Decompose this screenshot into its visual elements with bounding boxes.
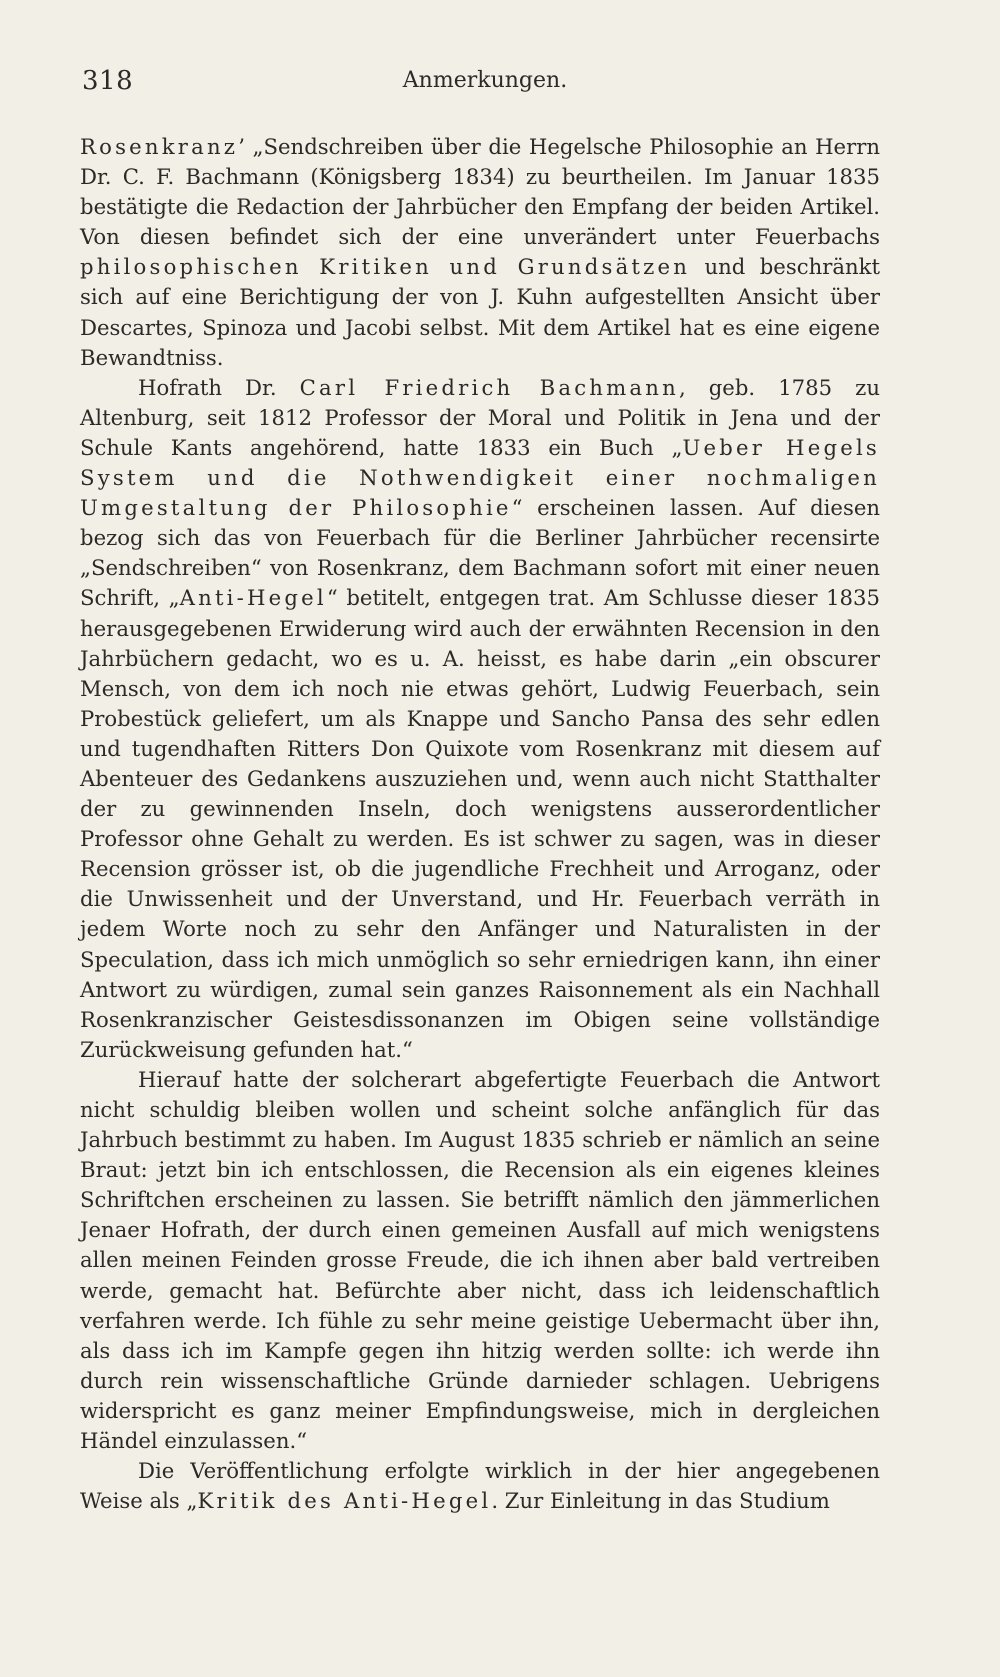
text-segment: Anti-Hegel [179, 585, 327, 611]
text-segment: “ betitelt, entgegen trat. Am Schlusse dieser 1835 herausgegebenen Erwiderung wird auch der erwähnten Recension in den Jahrbüchern gedacht, wo es u. A. heisst, es habe darin „ein obscurer Mensch, von dem ich noch nie etwas gehört, Ludwig Feuerbach, sein Probestück geliefert, um als Knappe und Sancho Pansa des sehr edlen und tugendhaften Ritters Don Quixote vom Rosenkranz mit diesem auf Abenteuer des Gedankens auszuziehen und, wenn auch nicht Statthalter der zu gewinnenden Inseln, doch wenigstens ausserordentlicher Professor ohne Gehalt zu werden. Es ist schwer zu sagen, was in dieser Recension grösser ist, ob die jugendliche Frechheit und Arroganz, oder die Unwissenheit und der Unverstand, und Hr. Feuerbach verräth in jedem Worte noch zu sehr den Anfänger und Naturalisten in der Speculation, dass ich mich unmöglich so sehr erniedrigen kann, ihn einer Antwort zu würdigen, zumal sein ganzes Raisonnement als ein Nachhall Rosenkranzischer Geistesdissonanzen im Obigen seine vollständige Zurückweisung gefunden hat.“ [80, 585, 880, 1062]
body-text [80, 132, 880, 1516]
paragraph [80, 1456, 880, 1516]
page-number: 318 [82, 66, 134, 96]
text-segment: Die Veröffentlichung erfolgte wirklich in der hier angegebenen Weise als „ [80, 1458, 880, 1514]
running-head: Anmerkungen. [402, 68, 568, 93]
text-segment: Ueber Hegels System und die Nothwendigkeit einer nochmaligen Umgestaltung der Philosophie [80, 434, 880, 521]
text-segment: philosophischen Kritiken und Grundsätzen [80, 254, 691, 280]
page-header [82, 66, 888, 106]
text-segment: Hofrath Dr. [138, 374, 300, 400]
text-segment: Kritik des Anti-Hegel [197, 1488, 492, 1514]
paragraph [80, 373, 880, 1065]
text-segment: Carl Friedrich Bachmann [299, 374, 679, 400]
text-segment: . Zur Einleitung in das Studium [491, 1488, 830, 1514]
text-segment: Hierauf hatte der solcherart abgefertigte Feuerbach die Antwort nicht schuldig bleiben wollen und scheint solche anfänglich für das Jahrbuch bestimmt zu haben. Im August 1835 schrieb er nämlich an seine Braut: jetzt bin ich entschlossen, die Recension als ein eigenes kleines Schriftchen erscheinen zu lassen. Sie betrifft nämlich den jämmerlichen Jenaer Hofrath, der durch einen gemeinen Ausfall auf mich wenigstens allen meinen Feinden grosse Freude, die ich ihnen aber bald vertreiben werde, gemacht hat. Befürchte aber nicht, dass ich leidenschaftlich verfahren werde. Ich fühle zu sehr meine geistige Uebermacht über ihn, als dass ich im Kampfe gegen ihn hitzig werden sollte: ich werde ihn durch rein wissenschaftliche Gründe darnieder schlagen. Uebrigens widerspricht es ganz meiner Empfindungsweise, mich in dergleichen Händel einzulassen.“ [80, 1066, 880, 1454]
text-segment: , geb. 1785 zu Altenburg, seit 1812 Professor der Moral und Politik in Jena und der Schule Kants angehörend, hatte 1833 ein Buch „ [80, 374, 880, 460]
text-segment: ’ „Sendschreiben über die Hegelsche Philosophie an Herrn Dr. C. F. Bachmann (Königsberg 1834) zu beurtheilen. Im Januar 1835 bestätigte die Redaction der Jahrbücher den Empfang der beiden Artikel. Von diesen befindet sich der eine unverändert unter Feuerbachs [80, 134, 880, 250]
text-segment: Rosenkranz [80, 134, 239, 159]
paragraph [80, 132, 880, 373]
text-segment: und beschränkt sich auf eine Berichtigung der von J. Kuhn aufgestellten Ansicht über Descartes, Spinoza und Jacobi selbst. Mit dem Artikel hat es eine eigene Bewandtniss. [80, 254, 880, 370]
paragraph [80, 1065, 880, 1456]
text-segment: “ erscheinen lassen. Auf diesen bezog sich das von Feuerbach für die Berliner Jahrbücher recensirte „Sendschreiben“ von Rosenkranz, dem Bachmann sofort mit einer neuen Schrift, „ [80, 495, 881, 611]
